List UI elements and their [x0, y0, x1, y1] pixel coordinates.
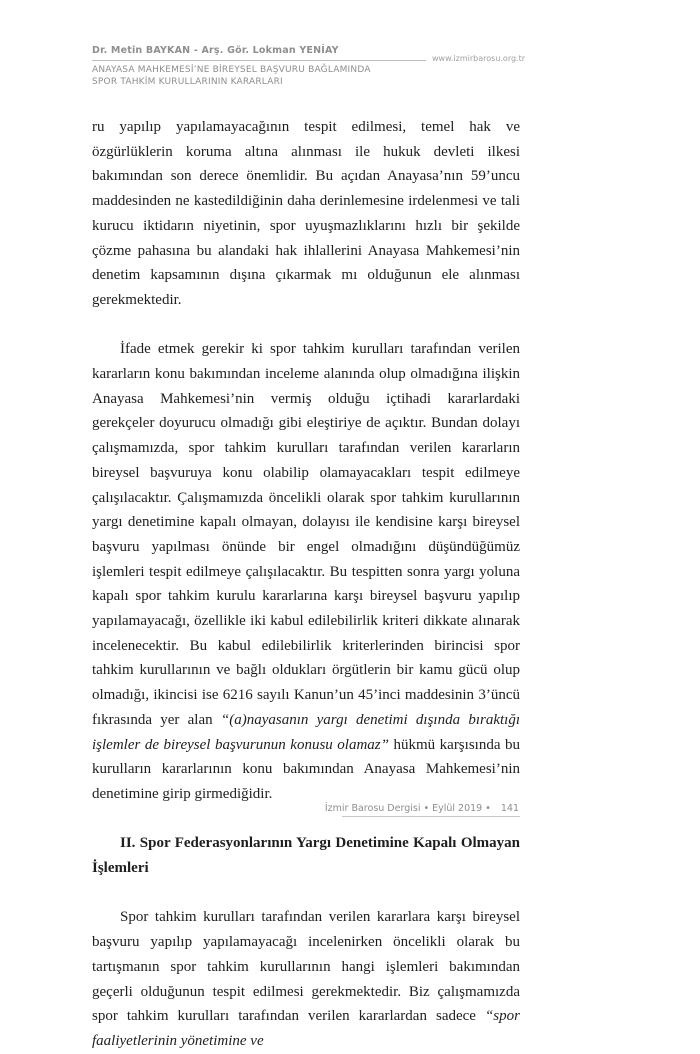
- paragraph-2-quote: “(a)nayasanın yargı denetimi dışında bıraktığı işlemler de bireysel başvurunun konusu olamaz”: [92, 711, 520, 753]
- page-footer: [325, 803, 519, 814]
- paragraph-2: [92, 337, 520, 806]
- footer-journal: İzmir Barosu Dergisi • Eylül 2019 •: [324, 803, 491, 814]
- article-body: [92, 115, 520, 1054]
- paragraph-2-text-a: İfade etmek gerekir ki spor tahkim kurulları tarafından verilen kararların konu bakımından inceleme alanında olup olmadığına ilişkin Anayasa Mahkemesi’nin vermiş olduğu içtihadi kararlardaki gerekçeler doyurucu olmadığı gibi eleştiriye de açıktır. Bundan dolayı çalışmamızda, spor tahkim kurulları tarafından verilen kararların bireysel başvuruya konu olabilip olamayacakları tespit edilmeye çalışılacaktır. Çalışmamızda öncelikli olarak spor tahkim kurullarının yargı denetimine kapalı olmayan, dolayısı ile kendisine karşı bireysel başvuru yapılması önünde bir engel olmadığını düşündüğümüz işlemleri tespit edilmeye çalışılacaktır. Bu tespitten sonra yargı yoluna kapalı spor tahkim kurulu kararlarına karşı bireysel başvuru yapılıp yapılamayacağı, özellikle iki kabul edilebilirlik kriteri dikkate alınarak incelenecektir. Bu kabul edilebilirlik kriterlerinden birincisi spor tahkim kurullarının ve bağlı oldukları örgütlerin bir kamu gücü olup olmadığı, ikincisi ise 6216 sayılı Kanun’un 45’inci maddesinin 3’üncü fıkrasında yer alan: [92, 341, 520, 728]
- header-authors: Dr. Metin BAYKAN - Arş. Gör. Lokman YENİAY: [92, 45, 339, 56]
- header-title-line-1: ANAYASA MAHKEMESİ’NE BİREYSEL BAŞVURU BAĞLAMINDA: [92, 65, 371, 75]
- header-article-title: [92, 64, 371, 88]
- paragraph-2-text-b: hükmü karşısında bu kurulların kararlarının konu bakımından Anayasa Mahkemesi’nin denetimine girip girmediğidir.: [92, 736, 520, 802]
- header-title-line-2: SPOR TAHKİM KURULLARININ KARARLARI: [92, 77, 283, 87]
- paragraph-3-text: Spor tahkim kurulları tarafından verilen kararlara karşı bireysel başvuru yapılıp yapılamayacağı incelenirken öncelikli olarak bu tartışmanın spor tahkim kurullarının hangi işlemleri bakımından geçerli olduğunun tespit edilmesi gerekmektedir. Biz çalışmamızda spor tahkim kurulları tarafından verilen kararlardan sadece: [92, 909, 520, 1025]
- header-url: www.izmirbarosu.org.tr: [432, 54, 526, 63]
- header-divider: [92, 60, 426, 61]
- paragraph-1: ru yapılıp yapılamayacağının tespit edilmesi, temel hak ve özgürlüklerin koruma altına alınması ile hukuk devleti ilkesi bakımından son derece önemlidir. Bu açıdan Anayasa’nın 59’uncu maddesinden ne kastedildiğinin daha derinlemesine irdelenmesi ve tali kurucu iktidarın niyetinin, spor uyuşmazlıklarını hızlı bir şekilde çözme pahasına bu alandaki hak ihlallerini Anayasa Mahkemesi’nin denetim kapsamının dışına çıkarmak mı olduğunun ele alınması gerekmektedir.: [92, 119, 520, 308]
- paragraph-3: [92, 905, 520, 1053]
- section-heading: II. Spor Federasyonlarının Yargı Denetimine Kapalı Olmayan İşlemleri: [92, 835, 520, 877]
- footer-divider: [342, 816, 520, 817]
- paragraph-3-quote: “spor faaliyetlerinin yönetimine ve: [92, 1008, 520, 1049]
- page-number: 141: [500, 803, 519, 814]
